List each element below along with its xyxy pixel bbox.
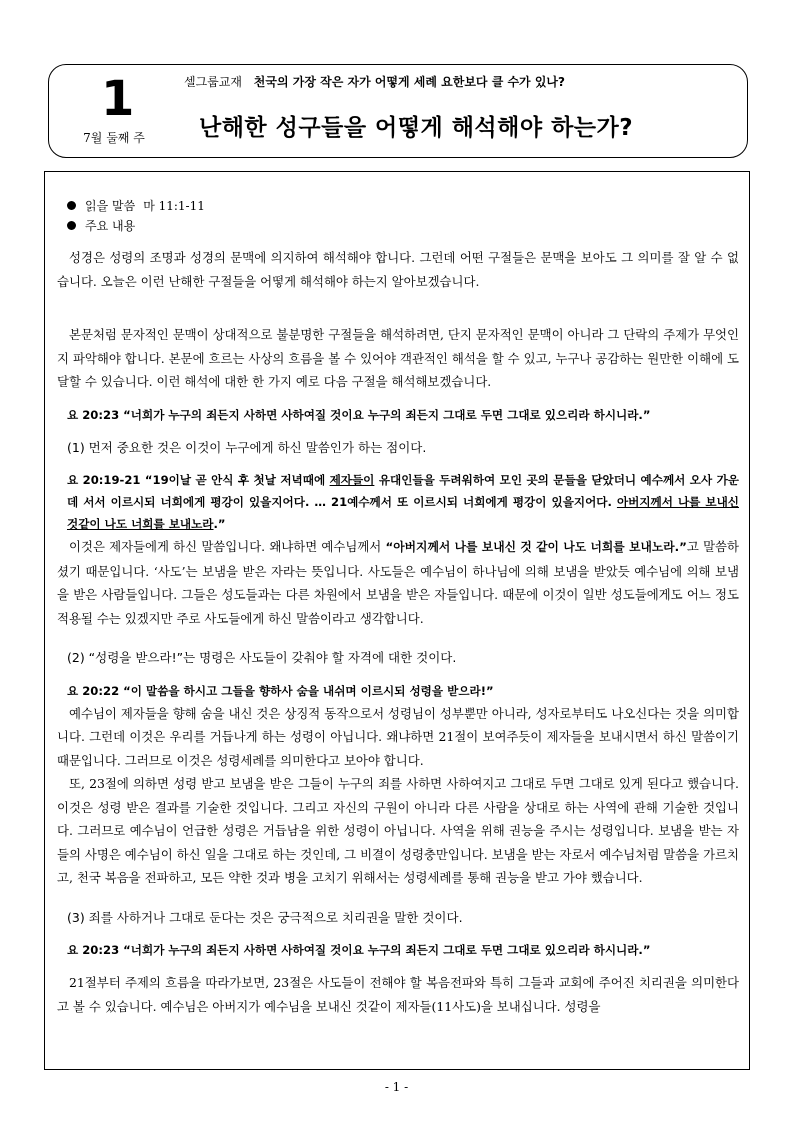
verse-john-20-23-repeat: 요 20:23 “너희가 누구의 죄든지 사하면 사하여질 것이요 누구의 죄든지 그대로 두면 그대로 있으리라 하시니라.”	[67, 943, 651, 957]
verse-underlined: 아버지께서 나를 보내신 것같이 나도 너희를 보내노라	[67, 495, 739, 531]
summary-line	[57, 216, 739, 236]
paragraph-intro: 성경은 성령의 조명과 성경의 문맥에 의지하여 해석해야 합니다. 그런데 어떤 구절들은 문맥을 보아도 그 의미를 잘 알 수 없습니다. 오늘은 이런 난해한 구절들을 어떻게 해석해야 하는지 알아보겠습니다.	[57, 250, 739, 289]
paragraph-text: 이것은 제자들에게 하신 말씀입니다. 왜냐하면 예수님께서	[69, 539, 386, 554]
page-number: - 1 -	[384, 1080, 409, 1094]
lesson-week: 7월 둘째 주	[83, 131, 145, 145]
paragraph-authority: 21절부터 주제의 흐름을 따라가보면, 23절은 사도들이 전해야 할 복음전파와 특히 그들과 교회에 주어진 치리권을 의미한다고 볼 수 있습니다. 예수님은 아버지가 예수님을 보내신 것같이 제자들(11사도)을 보내십니다. 성령을	[57, 975, 739, 1014]
lesson-subtitle	[184, 73, 565, 90]
content-box	[44, 171, 750, 1070]
paragraph-text: 고 말씀하셨기 때문입니다. ‘사도’는 보냄을 받은 자라는 뜻입니다. 사도들은 예수님이 하나님에 의해 보냄을 받았듯 예수님에 의해 보냄을 받은 사람들입니다. 그들은 성도들과는 다른 차원에서 보냄을 받은 자들입니다. 때문에 이것이 일반 성도들에게도 어느 정도 적용될 수는 있겠지만 주로 사도들에게 하신 말씀이라고 생각합니다.	[57, 539, 739, 626]
paragraph-disciples	[57, 535, 739, 630]
paragraph-breath: 예수님이 제자들을 향해 숨을 내신 것은 상징적 동작으로서 성령님이 성부뿐만 아니라, 성자로부터도 나오신다는 것을 의미합니다. 그런데 이것은 우리를 거듭나게 하는 성령이 아닙니다. 왜냐하면 21절이 보여주듯이 제자들을 보내시면서 하신 말씀이기 때문입니다. 그러므로 이것은 성령세례를 의미한다고 보아야 합니다.	[57, 705, 739, 768]
series-label: 셀그룹교재	[184, 75, 242, 89]
reading-label: 읽을 말씀	[85, 199, 136, 213]
lesson-number: 1	[101, 71, 135, 127]
verse-text: 요 20:19-21 “19이날 곧 안식 후 첫날 저녁때에	[67, 473, 330, 487]
lesson-header	[48, 64, 748, 158]
page-title: 난해한 성구들을 어떻게 해석해야 하는가?	[199, 115, 634, 141]
reading-line	[57, 196, 739, 216]
bullet-icon	[67, 201, 76, 210]
verse-john-20-22: 요 20:22 “이 말씀을 하시고 그들을 향하사 숨을 내쉬며 이르시되 성령을 받으라!”	[67, 683, 494, 698]
section-heading-1: (1) 먼저 중요한 것은 이것이 누구에게 하신 말씀인가 하는 점이다.	[67, 439, 427, 455]
paragraph-context: 본문처럼 문자적인 문맥이 상대적으로 불분명한 구절들을 해석하려면, 단지 문자적인 문맥이 아니라 그 단락의 주제가 무엇인지 파악해야 합니다. 본문에 흐르는 사상의 흐름을 볼 수 있어야 객관적인 해석을 할 수 있고, 누구나 공감하는 원만한 이해에 도달할 수 있습니다. 이런 해석에 대한 한 가지 예로 다음 구절을 해석해보겠습니다.	[57, 327, 739, 389]
summary-label: 주요 내용	[85, 219, 136, 233]
reading-ref: 마 11:1-11	[143, 199, 205, 213]
verse-john-20-19-21	[57, 469, 739, 535]
paragraph-quote: “아버지께서 나를 보내신 것 같이 나도 너희를 보내노라.”	[385, 540, 687, 554]
verse-underlined: 제자들이	[329, 473, 375, 487]
section-heading-3: (3) 죄를 사하거나 그대로 둔다는 것은 궁극적으로 치리권을 말한 것이다.	[67, 909, 463, 925]
verse-john-20-23: 요 20:23 “너희가 누구의 죄든지 사하면 사하여질 것이요 누구의 죄든지 그대로 두면 그대로 있으리라 하시니라.”	[67, 407, 651, 422]
bullet-icon	[67, 221, 76, 230]
section-heading-2: (2) “성령을 받으라!”는 명령은 사도들이 갖춰야 할 자격에 대한 것이다.	[67, 650, 457, 665]
verse-text: .”	[213, 517, 226, 531]
paragraph-power: 또, 23절에 의하면 성령 받고 보냄을 받은 그들이 누구의 죄를 사하면 사하여지고 그대로 두면 그대로 있게 된다고 했습니다. 이것은 성령 받은 결과를 기술한 것입니다. 그리고 자신의 구원이 아니라 다른 사람을 상대로 하는 사역에 관해 기술한 것입니다. 그러므로 예수님이 언급한 성령은 거듭남을 위한 성령이 아닙니다. 사역을 위해 권능을 주시는 성령입니다. 보냄을 받는 자들의 사명은 예수님이 하신 일을 그대로 하는 것인데, 그 비결이 성령충만입니다. 보냄을 받는 자로서 예수님처럼 말씀을 가르치고, 천국 복음을 전파하고, 모든 약한 것과 병을 고치기 위해서는 성령세례를 통해 권능을 받고 가야 했습니다.	[57, 776, 739, 885]
series-subject: 천국의 가장 작은 자가 어떻게 세례 요한보다 클 수가 있나?	[253, 75, 565, 89]
verse-text: 유대인들을 두려워하여 모인 곳의 문들을 닫았더니 예수께서 오사 가운데 서서 이르시되 너희에게 평강이 있을지어다. … 21예수께서 또 이르시되 너희에게 평강이 있을지어다.	[67, 473, 739, 509]
